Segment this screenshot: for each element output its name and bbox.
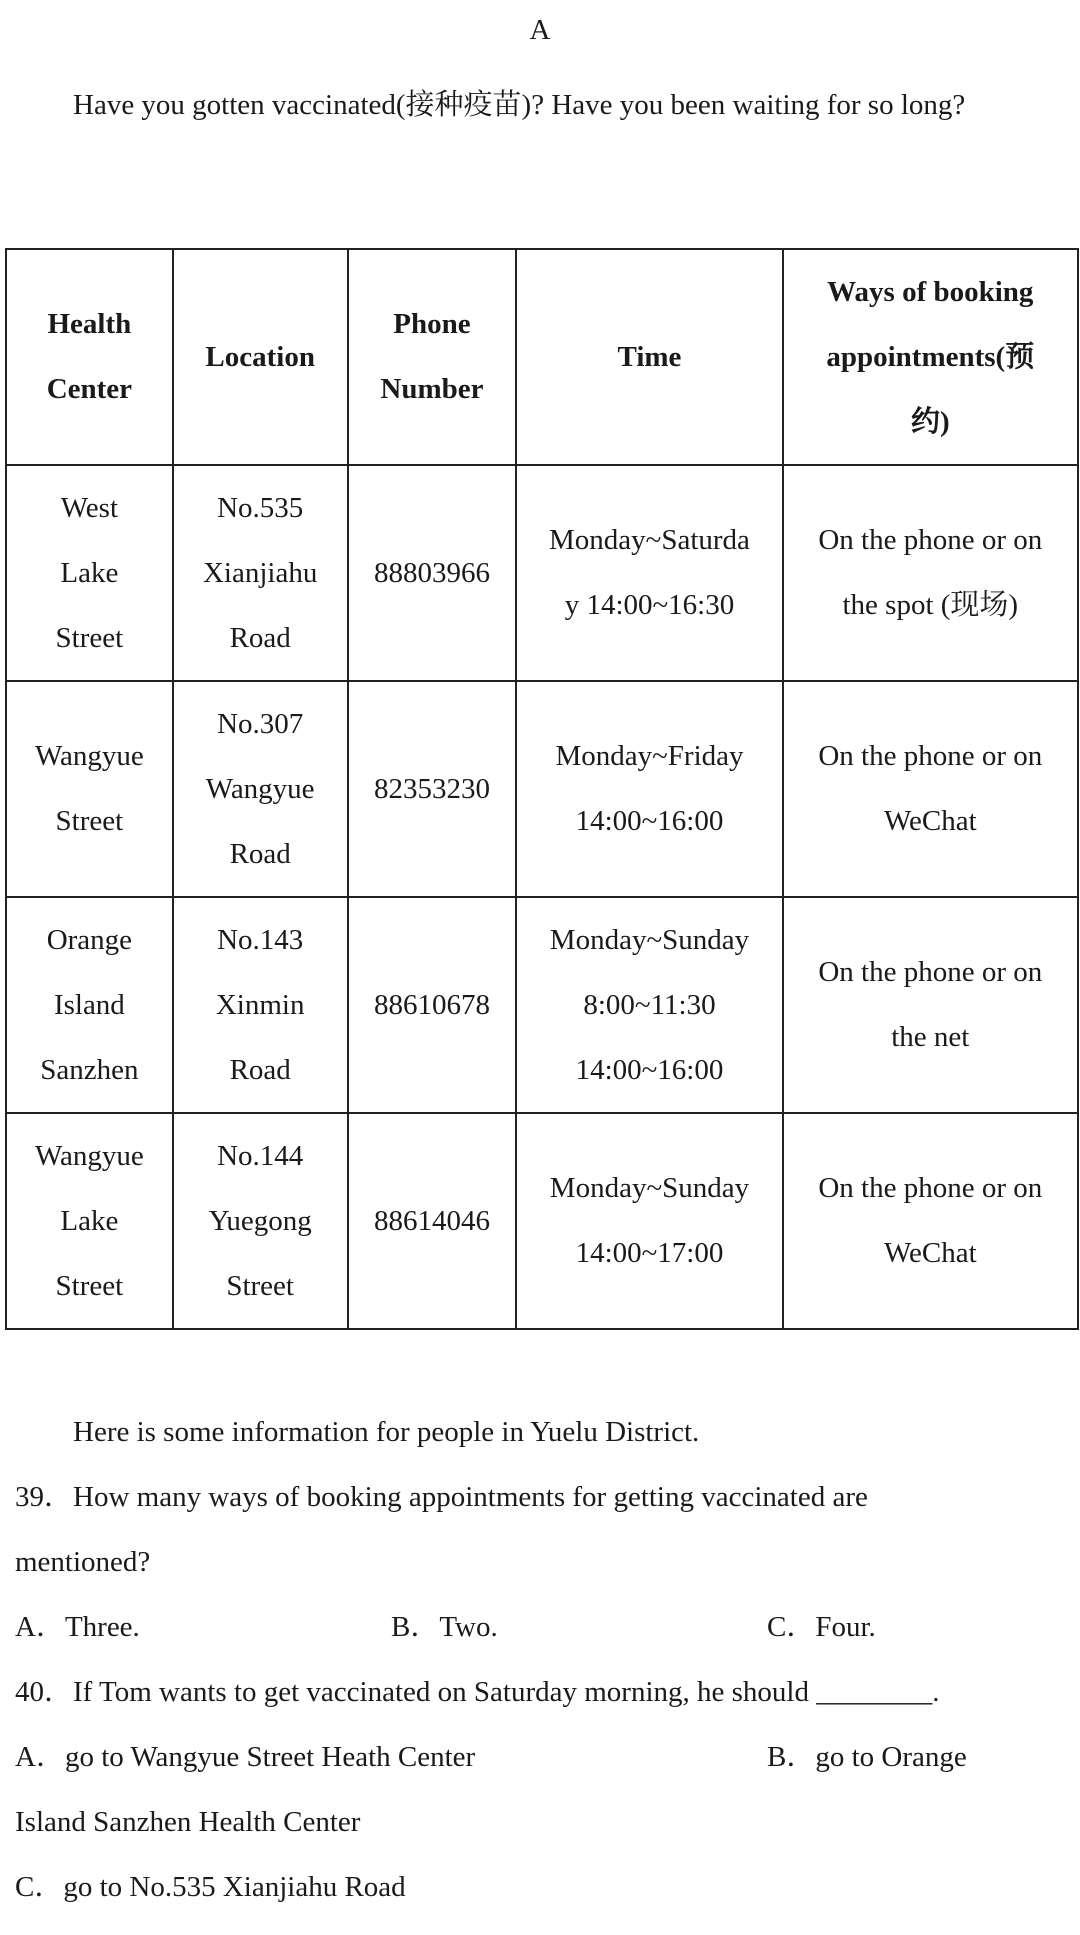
intro-paragraph: Have you gotten vaccinated(接种疫苗)? Have you been waiting for so long? bbox=[73, 89, 966, 121]
question-39-option-b: B．Two. bbox=[391, 1611, 498, 1643]
table-row bbox=[6, 465, 1078, 681]
cell-booking: On the phone or on the spot (现场) bbox=[783, 465, 1078, 681]
cell-center: Orange Island Sanzhen bbox=[6, 897, 173, 1113]
header-location: Location bbox=[173, 249, 348, 465]
question-40-option-b: B．go to Orange bbox=[767, 1741, 967, 1773]
table-row bbox=[6, 897, 1078, 1113]
question-40-stem: 40．If Tom wants to get vaccinated on Saturday morning, he should ________. bbox=[15, 1676, 940, 1708]
cell-phone: 88610678 bbox=[348, 897, 517, 1113]
table-row bbox=[6, 1113, 1078, 1329]
cell-phone: 88803966 bbox=[348, 465, 517, 681]
header-phone-number: Phone Number bbox=[348, 249, 517, 465]
question-40-option-c: C．go to No.535 Xianjiahu Road bbox=[15, 1871, 406, 1903]
cell-booking: On the phone or on WeChat bbox=[783, 1113, 1078, 1329]
passage-label: A bbox=[529, 14, 551, 46]
cell-location: No.307 Wangyue Road bbox=[173, 681, 348, 897]
cell-booking: On the phone or on WeChat bbox=[783, 681, 1078, 897]
cell-location: No.144 Yuegong Street bbox=[173, 1113, 348, 1329]
table-row bbox=[6, 681, 1078, 897]
question-40-options-row-1 bbox=[15, 1725, 1065, 1790]
cell-location: No.535 Xianjiahu Road bbox=[173, 465, 348, 681]
question-39-options bbox=[15, 1595, 1065, 1660]
cell-time: Monday~Sunday 14:00~17:00 bbox=[516, 1113, 782, 1329]
header-health-center: Health Center bbox=[6, 249, 173, 465]
cell-time: Monday~Saturda y 14:00~16:30 bbox=[516, 465, 782, 681]
question-39-option-a: A．Three. bbox=[15, 1611, 140, 1643]
question-40-option-a: A．go to Wangyue Street Heath Center bbox=[15, 1741, 476, 1773]
question-40-option-b-continued: Island Sanzhen Health Center bbox=[15, 1806, 361, 1838]
question-39-stem-line-1: 39．How many ways of booking appointments for getting vaccinated are bbox=[15, 1481, 868, 1513]
cell-booking: On the phone or on the net bbox=[783, 897, 1078, 1113]
cell-time: Monday~Sunday 8:00~11:30 14:00~16:00 bbox=[516, 897, 782, 1113]
cell-center: West Lake Street bbox=[6, 465, 173, 681]
question-39-option-c: C．Four. bbox=[767, 1611, 876, 1643]
cell-center: Wangyue Street bbox=[6, 681, 173, 897]
questions-section bbox=[15, 1400, 1065, 1920]
cell-phone: 88614046 bbox=[348, 1113, 517, 1329]
cell-center: Wangyue Lake Street bbox=[6, 1113, 173, 1329]
header-time: Time bbox=[516, 249, 782, 465]
cell-location: No.143 Xinmin Road bbox=[173, 897, 348, 1113]
cell-time: Monday~Friday 14:00~16:00 bbox=[516, 681, 782, 897]
header-booking-ways: Ways of booking appointments(预 约) bbox=[783, 249, 1078, 465]
district-note: Here is some information for people in Yuelu District. bbox=[73, 1416, 700, 1448]
cell-phone: 82353230 bbox=[348, 681, 517, 897]
question-39-stem-line-2: mentioned? bbox=[15, 1546, 151, 1578]
table-header-row bbox=[6, 249, 1078, 465]
vaccination-centers-table bbox=[5, 248, 1079, 1330]
